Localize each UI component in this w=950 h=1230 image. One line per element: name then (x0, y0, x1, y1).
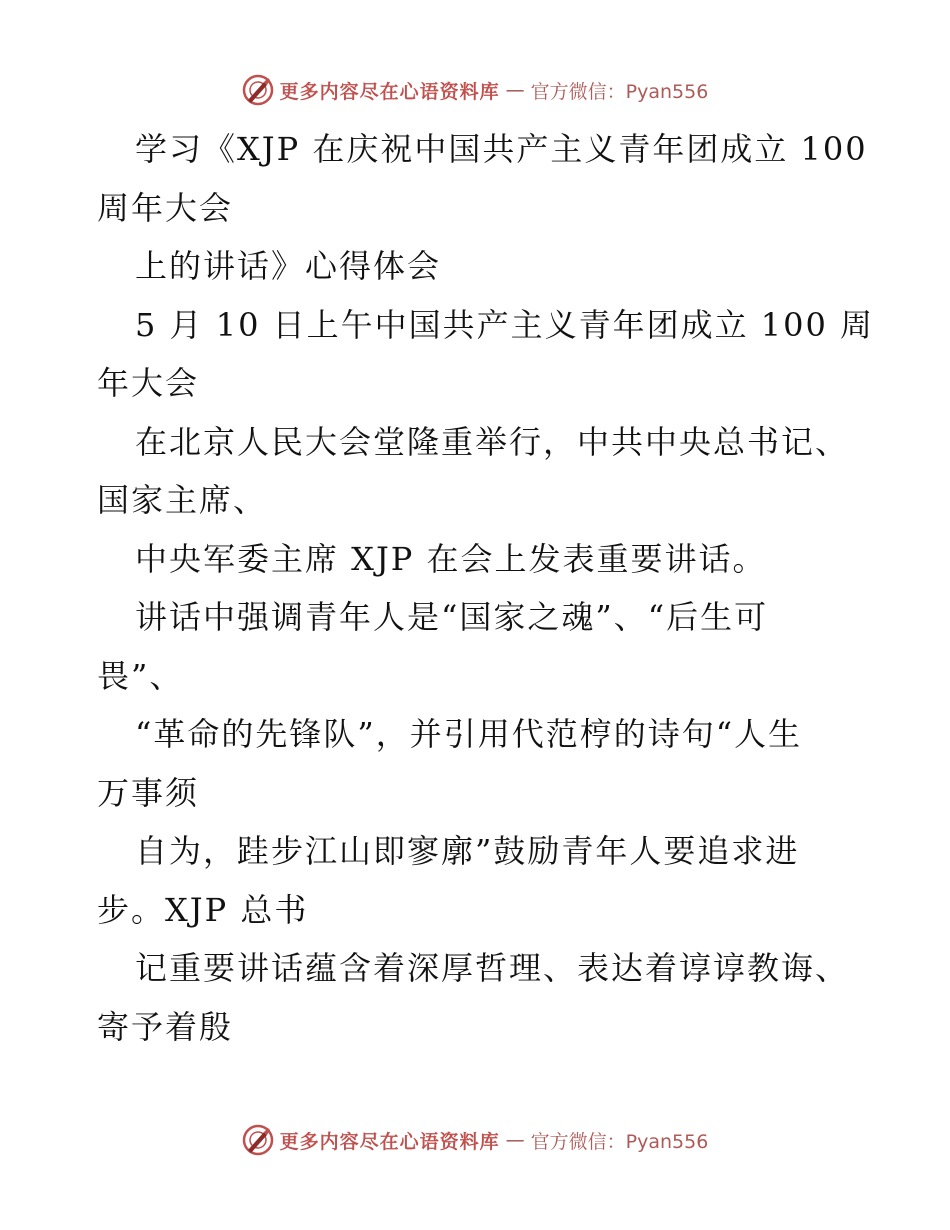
text-line: 讲话中强调青年人是“国家之魂”、“后生可 (135, 598, 769, 636)
text-line: 上的讲话》心得体会 (135, 247, 442, 285)
watermark-separator: — (505, 79, 525, 101)
text-line: 步。XJP 总书 (97, 890, 309, 929)
text-line: 学习《XJP 在庆祝中国共产主义青年团成立 100 (135, 130, 868, 168)
document-body (97, 120, 875, 1056)
text-line: 万事须 (97, 773, 200, 812)
watermark-account: 官方微信：Pyan556 (530, 80, 709, 103)
text-line: 畏”、 (97, 656, 184, 695)
text-line: 在北京人民大会堂隆重举行，中共中央总书记、 (135, 422, 850, 461)
watermark-account: 官方微信：Pyan556 (530, 1130, 709, 1153)
text-line: 国家主席、 (97, 481, 268, 519)
footer-watermark (0, 1120, 950, 1160)
watermark-text: 更多内容尽在心语资料库 (279, 80, 500, 103)
text-line: 记重要讲话蕴含着深厚哲理、表达着谆谆教诲、 (135, 949, 850, 987)
watermark-separator: — (505, 1129, 525, 1151)
text-line: 寄予着殷 (97, 1007, 234, 1046)
watermark-text: 更多内容尽在心语资料库 (279, 1130, 500, 1153)
text-line: 中央军委主席 XJP 在会上发表重要讲话。 (135, 539, 767, 578)
text-line: 5 月 10 日上午中国共产主义青年团成立 100 周 (135, 305, 875, 344)
header-watermark (0, 70, 950, 110)
text-line: 年大会 (97, 364, 200, 402)
text-line: 周年大会 (97, 188, 234, 227)
text-line: “革命的先锋队”，并引用代范梈的诗句“人生 (135, 715, 803, 753)
pen-logo-icon (242, 1124, 274, 1156)
text-line: 自为，跬步江山即寥廓”鼓励青年人要追求进 (135, 832, 800, 870)
pen-logo-icon (242, 74, 274, 106)
